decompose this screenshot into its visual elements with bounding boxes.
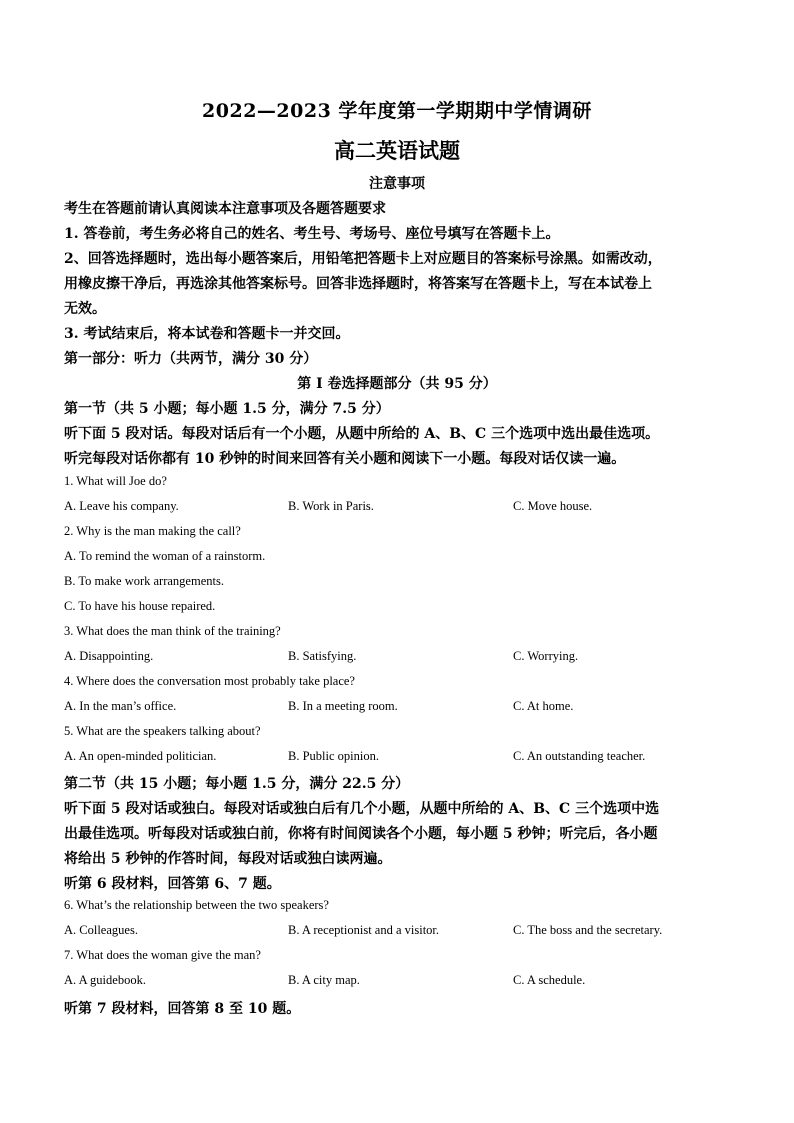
material-instruction: 听第 7 段材料，回答第 8 至 10 题。: [64, 1001, 301, 1017]
section2-heading: 第二节（共 15 小题；每小题 1.5 分，满分 22.5 分）: [64, 776, 410, 792]
section2-instruction: 听下面 5 段对话或独白。每段对话或独白后有几个小题，从题中所给的 A、B、C 三个选项中选: [64, 801, 660, 817]
option-b: B. A city map.: [288, 973, 360, 987]
option-c: C. Worrying.: [513, 649, 579, 663]
section1-heading: 第一节（共 5 小题；每小题 1.5 分，满分 7.5 分）: [64, 401, 390, 417]
option-a: A. A guidebook.: [64, 973, 146, 987]
exam-title: 2022—2023 学年度第一学期期中学情调研: [202, 100, 592, 122]
volume-heading: 第 I 卷选择题部分（共 95 分）: [297, 376, 497, 392]
option-b: B. Public opinion.: [288, 749, 379, 763]
question-stem: 1. What will Joe do?: [64, 474, 167, 488]
notice-line: 考生在答题前请认真阅读本注意事项及各题答题要求: [64, 201, 386, 217]
option-a: A. Leave his company.: [64, 499, 179, 513]
option-c: C. The boss and the secretary.: [513, 923, 663, 937]
option-b: B. Satisfying.: [288, 649, 357, 663]
material-instruction: 听第 6 段材料，回答第 6、7 题。: [64, 876, 281, 892]
section2-instruction: 出最佳选项。听每段对话或独白前，你将有时间阅读各个小题，每小题 5 秒钟；听完后，各小题: [64, 826, 658, 842]
notice-line: 3. 考试结束后，将本试卷和答题卡一并交回。: [64, 326, 350, 342]
option-b: B. To make work arrangements.: [64, 574, 224, 588]
option-a: A. Disappointing.: [64, 649, 154, 663]
question-stem: 5. What are the speakers talking about?: [64, 724, 261, 738]
question-stem: 7. What does the woman give the man?: [64, 948, 261, 962]
part1-heading: 第一部分：听力（共两节，满分 30 分）: [64, 351, 318, 367]
section1-instruction: 听下面 5 段对话。每段对话后有一个小题，从题中所给的 A、B、C 三个选项中选出最佳选项。: [64, 426, 660, 442]
notice-line: 无效。: [64, 301, 106, 317]
option-b: B. In a meeting room.: [288, 699, 398, 713]
option-c: C. Move house.: [513, 499, 593, 513]
question-stem: 4. Where does the conversation most probably take place?: [64, 674, 355, 688]
notice-heading: 注意事项: [369, 176, 425, 192]
option-a: A. In the man’s office.: [64, 699, 177, 713]
section1-instruction: 听完每段对话你都有 10 秒钟的时间来回答有关小题和阅读下一小题。每段对话仅读一遍。: [64, 451, 626, 467]
option-b: B. Work in Paris.: [288, 499, 374, 513]
option-c: C. At home.: [513, 699, 574, 713]
option-c: C. To have his house repaired.: [64, 599, 216, 613]
section2-instruction: 将给出 5 秒钟的作答时间，每段对话或独白读两遍。: [64, 851, 392, 867]
exam-subtitle: 高二英语试题: [334, 138, 460, 163]
option-a: A. An open-minded politician.: [64, 749, 217, 763]
option-a: A. To remind the woman of a rainstorm.: [64, 549, 266, 563]
question-stem: 2. Why is the man making the call?: [64, 524, 241, 538]
notice-line: 用橡皮擦干净后，再选涂其他答案标号。回答非选择题时，将答案写在答题卡上，写在本试卷上: [64, 276, 652, 292]
option-b: B. A receptionist and a visitor.: [288, 923, 440, 937]
question-stem: 6. What’s the relationship between the two speakers?: [64, 898, 329, 912]
question-stem: 3. What does the man think of the training?: [64, 624, 281, 638]
option-a: A. Colleagues.: [64, 923, 138, 937]
option-c: C. A schedule.: [513, 973, 586, 987]
notice-line: 2、回答选择题时，选出每小题答案后，用铅笔把答题卡上对应题目的答案标号涂黑。如需改动，: [64, 251, 662, 267]
option-c: C. An outstanding teacher.: [513, 749, 646, 763]
notice-line: 1. 答卷前，考生务必将自己的姓名、考生号、考场号、座位号填写在答题卡上。: [64, 226, 560, 242]
